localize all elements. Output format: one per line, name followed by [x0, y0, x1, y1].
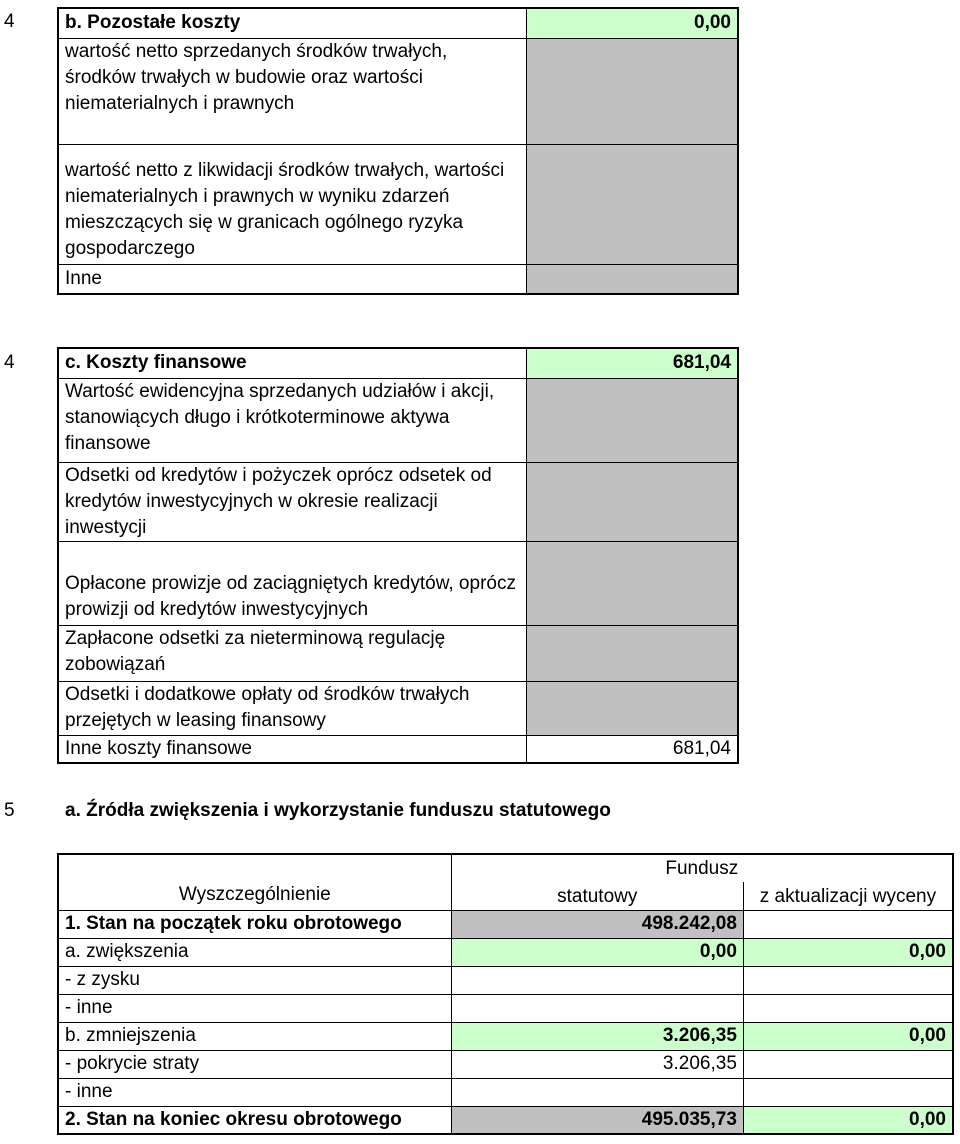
- fund-row-revaluation: [743, 1078, 953, 1106]
- col-header-revaluation: z aktualizacji wyceny: [743, 882, 953, 910]
- section-c-number: 4: [4, 352, 15, 373]
- section-c-row-value: [527, 462, 738, 541]
- fund-row-label: b. zmniejszenia: [58, 1022, 451, 1050]
- col-header-fund: Fundusz: [451, 854, 953, 882]
- section-b-row-value: [527, 144, 738, 264]
- section-c-total: 681,04: [527, 348, 738, 378]
- fund-row-revaluation: [743, 1050, 953, 1078]
- fund-row-label: a. zwiększenia: [58, 938, 451, 966]
- section-c-row-value: [527, 378, 738, 462]
- section-b-row-value: [527, 264, 738, 294]
- fund-row-statutory: [451, 994, 743, 1022]
- section-c-table: [57, 347, 739, 764]
- fund-row-label: - z zysku: [58, 966, 451, 994]
- fund-row-label: - inne: [58, 994, 451, 1022]
- section-c-row-label: Wartość ewidencyjna sprzedanych udziałów i akcji, stanowiących długo i krótkoterminowe aktywa finansowe: [58, 378, 527, 462]
- section-b-row-label: wartość netto z likwidacji środków trwałych, wartości niematerialnych i prawnych w wyniku zdarzeń mieszczących się w granicach ogólnego ryzyka gospodarczego: [58, 144, 527, 264]
- fund-row-statutory: 498.242,08: [451, 910, 743, 938]
- fund-row-revaluation: 0,00: [743, 1106, 953, 1134]
- section-c-row-value: [527, 541, 738, 625]
- fund-row-revaluation: 0,00: [743, 1022, 953, 1050]
- fund-row-statutory: 495.035,73: [451, 1106, 743, 1134]
- fund-table: [57, 853, 954, 1135]
- section-c-row-label: Odsetki od kredytów i pożyczek oprócz odsetek od kredytów inwestycyjnych w okresie realizacji inwestycji: [58, 462, 527, 541]
- fund-row-label: - inne: [58, 1078, 451, 1106]
- section-c-row-value: [527, 625, 738, 681]
- section-c-row-label: Odsetki i dodatkowe opłaty od środków trwałych przejętych w leasing finansowy: [58, 681, 527, 735]
- fund-row-statutory: 0,00: [451, 938, 743, 966]
- section-b-total: 0,00: [527, 8, 738, 38]
- fund-row-label: 2. Stan na koniec okresu obrotowego: [58, 1106, 451, 1134]
- section-b-title: b. Pozostałe koszty: [58, 8, 527, 38]
- section-b-row-label: wartość netto sprzedanych środków trwałych, środków trwałych w budowie oraz wartości niematerialnych i prawnych: [58, 38, 527, 144]
- fund-row-statutory: [451, 1078, 743, 1106]
- section-c-row-value: [527, 681, 738, 735]
- section-c-row-value: 681,04: [527, 735, 738, 763]
- fund-row-label: 1. Stan na początek roku obrotowego: [58, 910, 451, 938]
- section-b-row-value: [527, 38, 738, 144]
- col-header-statutory: statutowy: [451, 882, 743, 910]
- section-b-table: [57, 7, 739, 295]
- section-b-number: 4: [4, 11, 15, 32]
- section-c-row-label: Inne koszty finansowe: [58, 735, 527, 763]
- fund-row-statutory: 3.206,35: [451, 1050, 743, 1078]
- col-header-label: Wyszczególnienie: [58, 854, 451, 910]
- section-5a-number: 5: [4, 800, 15, 821]
- section-c-title: c. Koszty finansowe: [58, 348, 527, 378]
- fund-row-label: - pokrycie straty: [58, 1050, 451, 1078]
- fund-row-revaluation: [743, 910, 953, 938]
- section-5a-title: a. Źródła zwiększenia i wykorzystanie funduszu statutowego: [65, 800, 611, 821]
- fund-row-revaluation: [743, 994, 953, 1022]
- fund-row-statutory: 3.206,35: [451, 1022, 743, 1050]
- section-b-row-label: Inne: [58, 264, 527, 294]
- fund-row-revaluation: [743, 966, 953, 994]
- section-c-row-label: Opłacone prowizje od zaciągniętych kredytów, oprócz prowizji od kredytów inwestycyjnych: [58, 541, 527, 625]
- fund-row-statutory: [451, 966, 743, 994]
- section-c-row-label: Zapłacone odsetki za nieterminową regulację zobowiązań: [58, 625, 527, 681]
- fund-row-revaluation: 0,00: [743, 938, 953, 966]
